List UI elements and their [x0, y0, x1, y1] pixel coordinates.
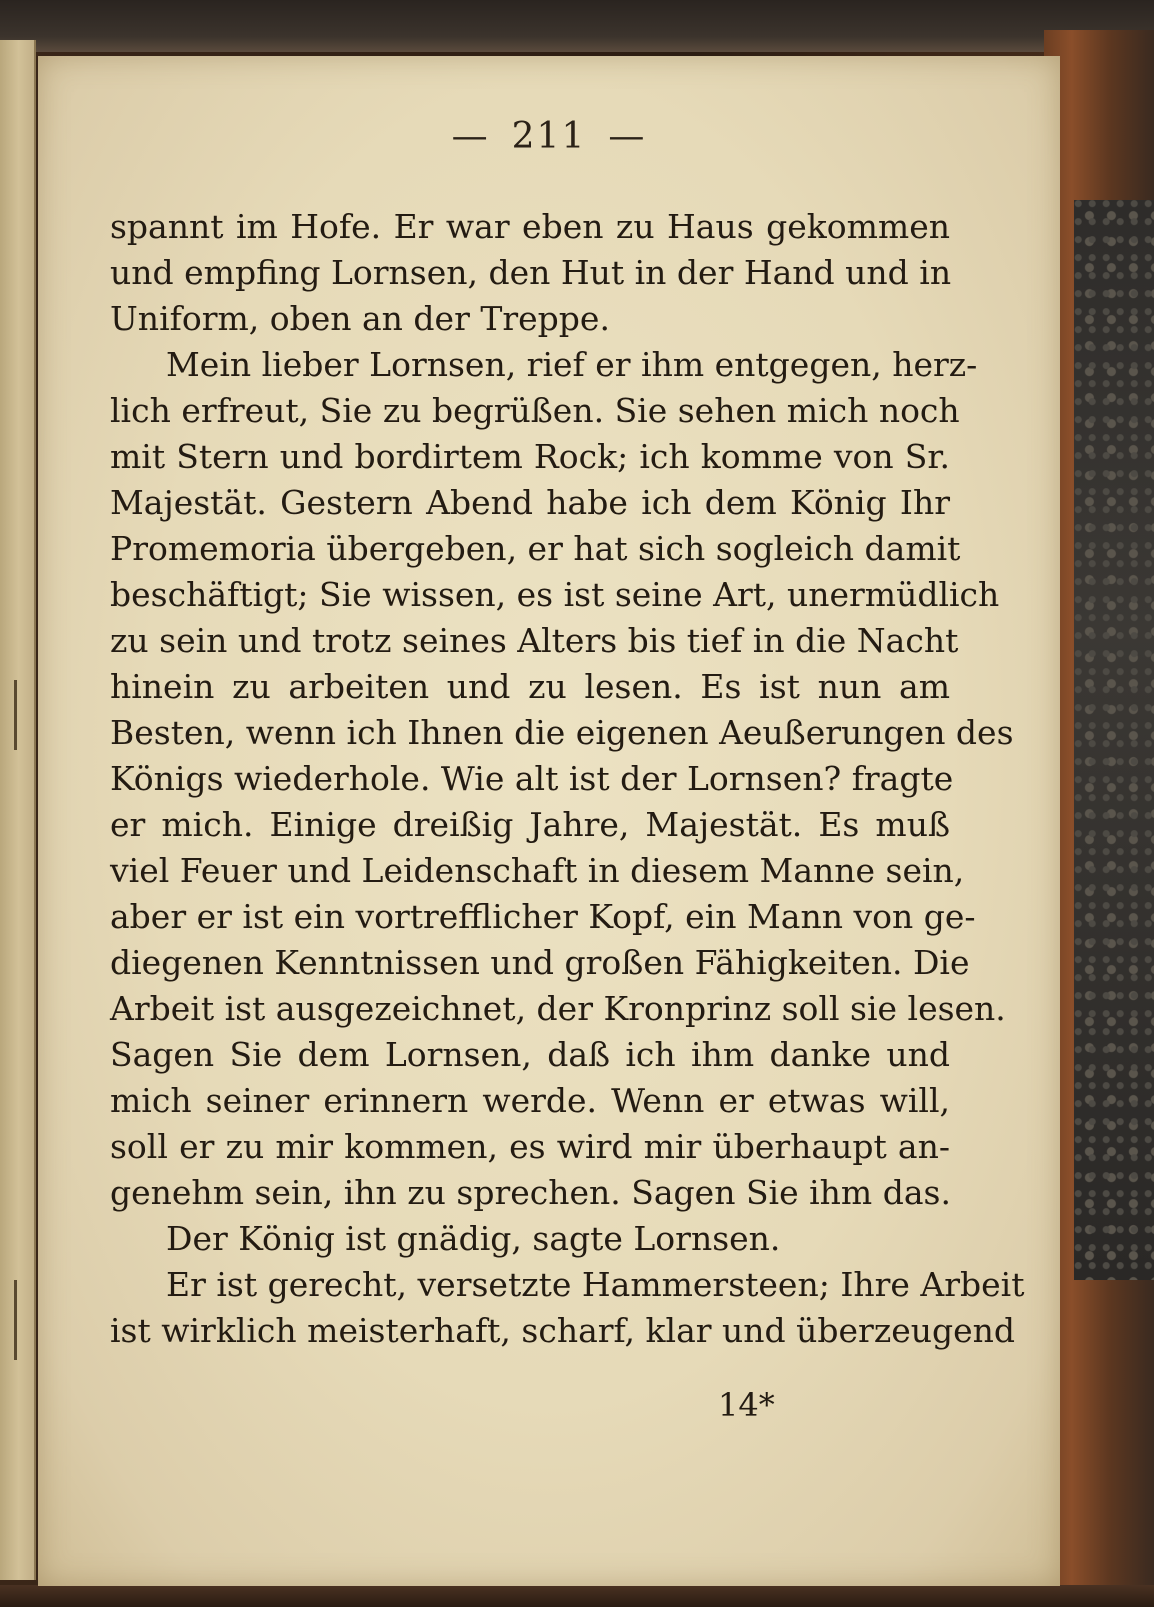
signature-mark: 14* — [718, 1386, 775, 1424]
text-line: hinein zu arbeiten und zu lesen. Es ist nun am — [110, 667, 950, 706]
text-line: Er ist gerecht, versetzte Hammersteen; Ihre Arbeit — [166, 1265, 1025, 1304]
text-line: Uniform, oben an der Treppe. — [110, 299, 610, 338]
text-line: lich erfreut, Sie zu begrüßen. Sie sehen mich noch — [110, 391, 960, 430]
text-line: Mein lieber Lornsen, rief er ihm entgegen, herz- — [166, 345, 978, 384]
text-line: mich seiner erinnern werde. Wenn er etwas will, — [110, 1081, 950, 1120]
text-line: Besten, wenn ich Ihnen die eigenen Aeußerungen des — [110, 713, 1014, 752]
text-line: viel Feuer und Leidenschaft in diesem Manne sein, — [110, 851, 965, 890]
page-number: 211 — [511, 116, 587, 157]
binding-bottom-edge — [0, 1585, 1154, 1607]
text-line: mit Stern und bordirtem Rock; ich komme von Sr. — [110, 437, 950, 476]
book-page — [38, 56, 1060, 1586]
text-line: beschäftigt; Sie wissen, es ist seine Art, unermüdlich — [110, 575, 1000, 614]
cover-marbled-paper — [1074, 200, 1154, 1280]
text-line: spannt im Hofe. Er war eben zu Haus gekommen — [110, 207, 950, 246]
text-line: soll er zu mir kommen, es wird mir überhaupt an- — [110, 1127, 950, 1166]
body-text — [110, 204, 1025, 1354]
margin-mark — [14, 680, 17, 750]
text-line: er mich. Einige dreißig Jahre, Majestät. Es muß — [110, 805, 950, 844]
text-line: diegenen Kenntnissen und großen Fähigkeiten. Die — [110, 943, 970, 982]
text-line: aber er ist ein vortrefflicher Kopf, ein Mann von ge- — [110, 897, 976, 936]
text-line: Königs wiederhole. Wie alt ist der Lornsen? fragte — [110, 759, 954, 798]
binding-top-edge — [0, 0, 1154, 52]
text-line: Promemoria übergeben, er hat sich sogleich damit — [110, 529, 961, 568]
text-line: Majestät. Gestern Abend habe ich dem König Ihr — [110, 483, 950, 522]
text-line: und empfing Lornsen, den Hut in der Hand und in — [110, 253, 952, 292]
text-line: genehm sein, ihn zu sprechen. Sagen Sie ihm das. — [110, 1173, 951, 1212]
text-line: Arbeit ist ausgezeichnet, der Kronprinz soll sie lesen. — [110, 989, 1006, 1028]
text-line: Sagen Sie dem Lornsen, daß ich ihm danke und — [110, 1035, 950, 1074]
facing-page-edge — [0, 40, 36, 1580]
margin-mark — [14, 1280, 17, 1360]
header-dash-left: — — [451, 116, 490, 157]
header-dash-right: — — [608, 116, 647, 157]
text-line: zu sein und trotz seines Alters bis tief in die Nacht — [110, 621, 959, 660]
text-line: Der König ist gnädig, sagte Lornsen. — [166, 1219, 781, 1258]
text-line: ist wirklich meisterhaft, scharf, klar und überzeugend — [110, 1311, 1016, 1350]
page-header — [38, 116, 1060, 157]
